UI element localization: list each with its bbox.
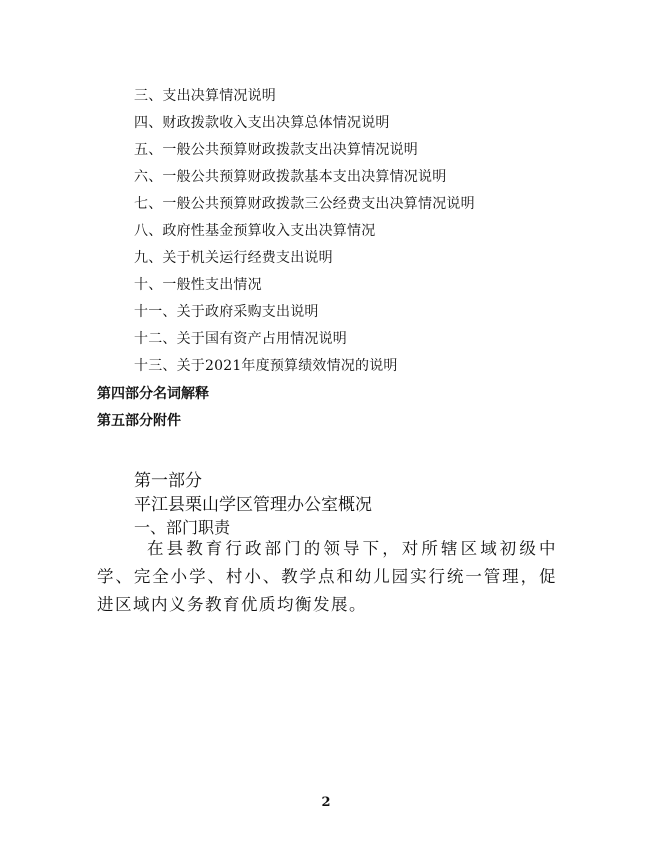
toc-item: 八、政府性基金预算收入支出决算情况 (134, 223, 376, 239)
section-title: 一、部门职责 (134, 518, 231, 537)
toc-item: 十、一般性支出情况 (134, 277, 262, 293)
toc-part-heading: 第四部分名词解释 (97, 386, 209, 402)
toc-item: 五、一般公共预算财政拨款支出决算情况说明 (134, 142, 418, 158)
part-title: 第一部分 (134, 471, 202, 491)
toc-item: 十三、关于2021年度预算绩效情况的说明 (134, 358, 398, 374)
org-title: 平江县栗山学区管理办公室概况 (134, 495, 372, 515)
page-number: 2 (321, 795, 331, 810)
toc-item: 九、关于机关运行经费支出说明 (134, 250, 333, 266)
toc-item: 十一、关于政府采购支出说明 (134, 304, 319, 320)
toc-part-heading: 第五部分附件 (97, 413, 181, 429)
toc-item: 十二、关于国有资产占用情况说明 (134, 331, 347, 347)
toc-item: 三、支出决算情况说明 (134, 88, 276, 104)
toc-item: 四、财政拨款收入支出决算总体情况说明 (134, 115, 390, 131)
toc-item: 七、一般公共预算财政拨款三公经费支出决算情况说明 (134, 196, 475, 212)
duty-paragraph: 在县教育行政部门的领导下，对所辖区域初级中学、完全小学、村小、教学点和幼儿园实行统一管理，促进区域内义务教育优质均衡发展。 (97, 539, 557, 614)
toc-item: 六、一般公共预算财政拨款基本支出决算情况说明 (134, 169, 447, 185)
